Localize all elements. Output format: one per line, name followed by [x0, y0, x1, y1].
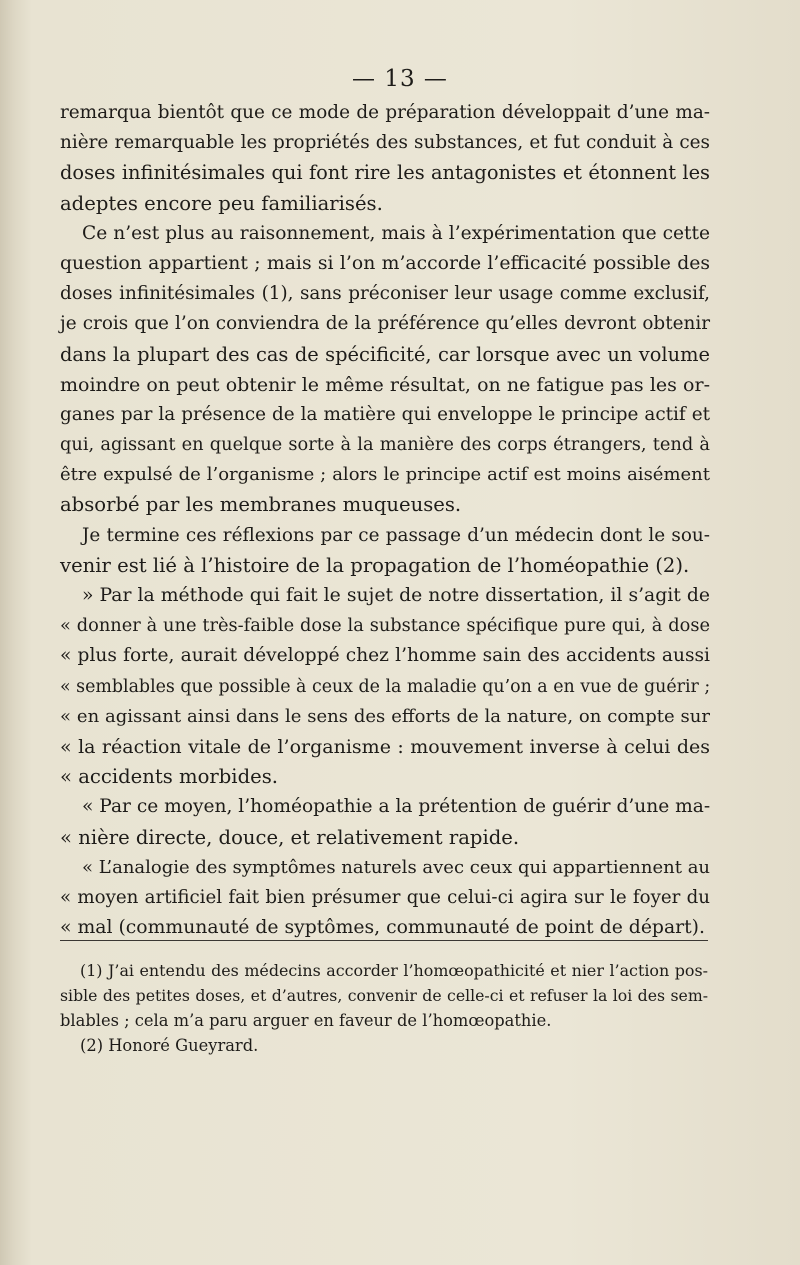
text-line: » Par la méthode qui fait le sujet de notre dissertation, il s’agit de	[82, 585, 710, 606]
text-line: dans la plupart des cas de spécificité, car lorsque avec un volume	[60, 342, 710, 366]
text-line: « en agissant ainsi dans le sens des efforts de la nature, on compte sur	[60, 705, 710, 727]
text-line: moindre on peut obtenir le même résultat, on ne fatigue pas les or-	[60, 373, 710, 396]
page-number: — 13 —	[352, 66, 448, 92]
text-line: « accidents morbides.	[60, 765, 278, 789]
text-line: Je termine ces réflexions par ce passage d’un médecin dont le sou-	[82, 524, 710, 546]
text-line: « semblables que possible à ceux de la maladie qu’on a en vue de guérir ;	[60, 676, 711, 697]
text-line: adeptes encore peu familiarisés.	[60, 191, 383, 215]
footnote-line: blables ; cela m’a paru arguer en faveur de l’homœopathie.	[60, 1011, 552, 1030]
footnote-line: (2) Honoré Gueyrard.	[80, 1036, 259, 1055]
body-text	[60, 98, 710, 943]
text-line: doses infinitésimales (1), sans préconiser leur usage comme exclusif,	[60, 283, 710, 305]
text-line: « la réaction vitale de l’organisme : mouvement inverse à celui des	[60, 735, 710, 758]
text-line: doses infinitésimales qui font rire les antagonistes et étonnent les	[60, 161, 710, 185]
footnote-line: sible des petites doses, et d’autres, convenir de celle-ci et refuser la loi des sem-	[60, 986, 708, 1005]
text-line: « moyen artificiel fait bien présumer que celui-ci agira sur le foyer du	[60, 886, 710, 908]
text-line: « mal (communauté de syptômes, communauté de point de départ).	[60, 917, 705, 939]
text-line: « Par ce moyen, l’homéopathie a la prétention de guérir d’une ma-	[82, 796, 711, 818]
text-line: « nière directe, douce, et relativement rapide.	[60, 825, 520, 849]
text-line: « L’analogie des symptômes naturels avec ceux qui appartiennent au	[82, 856, 711, 878]
text-line: remarqua bientôt que ce mode de préparation développait d’une ma-	[60, 102, 710, 123]
text-line: « plus forte, aurait développé chez l’homme sain des accidents aussi	[60, 645, 710, 667]
footnotes	[60, 958, 708, 1058]
text-line: absorbé par les membranes muqueuses.	[60, 493, 462, 517]
text-line: être expulsé de l’organisme ; alors le principe actif est moins aisément	[60, 464, 710, 486]
text-line: qui, agissant en quelque sorte à la manière des corps étrangers, tend à	[60, 434, 710, 456]
footnote-divider	[60, 940, 708, 941]
text-line: je crois que l’on conviendra de la préférence qu’elles devront obtenir	[60, 313, 710, 335]
text-line: question appartient ; mais si l’on m’accorde l’efficacité possible des	[60, 252, 710, 274]
text-line: Ce n’est plus au raisonnement, mais à l’expérimentation que cette	[82, 222, 710, 244]
text-line: nière remarquable les propriétés des substances, et fut conduit à ces	[60, 132, 710, 154]
text-line: « donner à une très-faible dose la substance spécifique pure qui, à dose	[60, 615, 710, 637]
text-line: ganes par la présence de la matière qui enveloppe le principe actif et	[60, 403, 710, 425]
text-line: venir est lié à l’histoire de la propagation de l’homéopathie (2).	[60, 553, 690, 577]
footnote-line: (1) J’ai entendu des médecins accorder l’homœopathicité et nier l’action pos-	[80, 961, 708, 980]
